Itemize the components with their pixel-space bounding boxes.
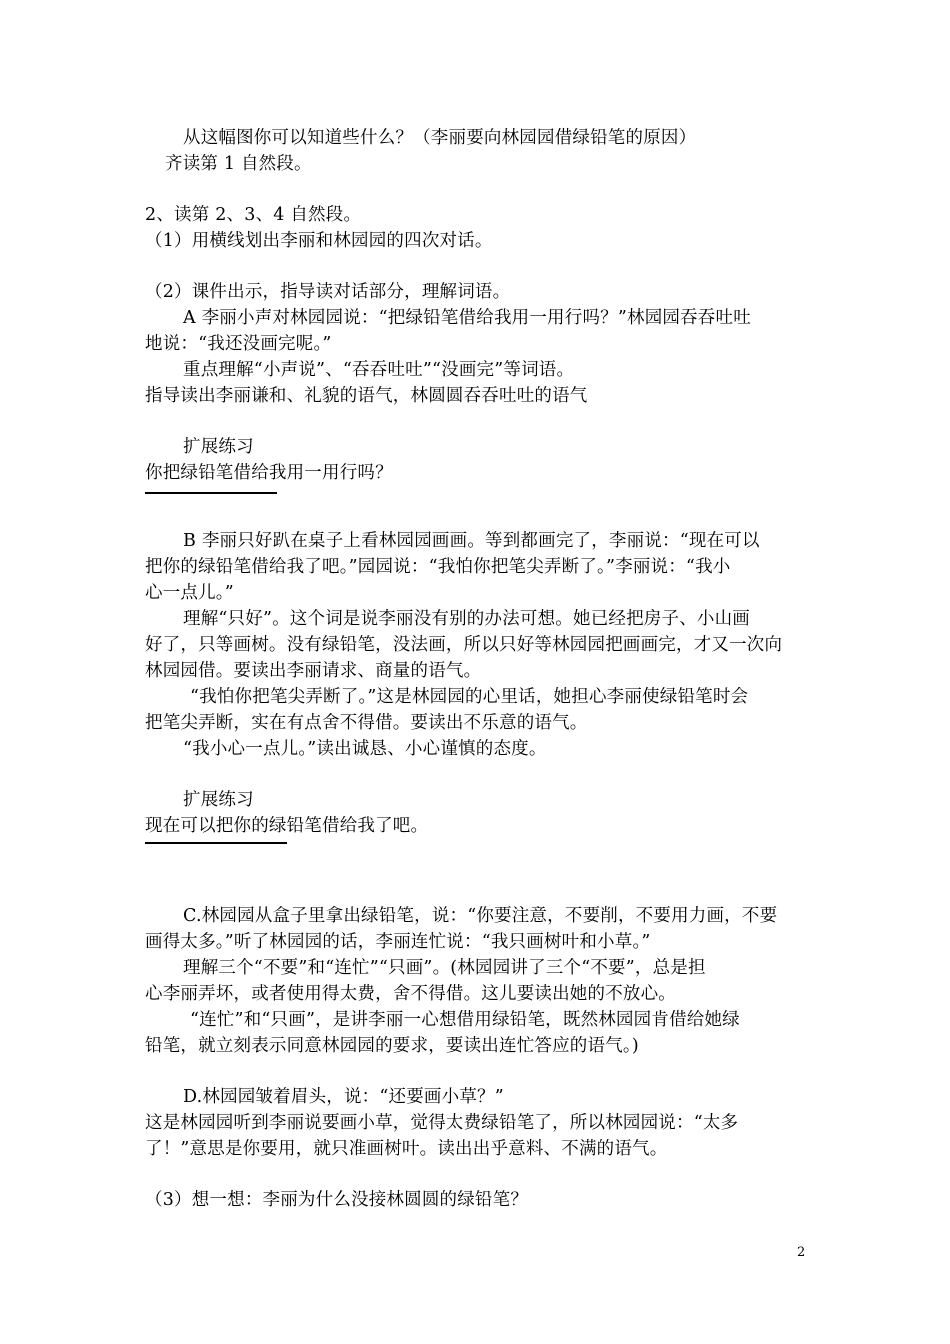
paragraph-line: （1）用横线划出李丽和林园园的四次对话。 — [145, 231, 493, 251]
paragraph-line: 你把绿铅笔借给我用一用行吗？ — [145, 463, 393, 483]
paragraph-line: 指导读出李丽谦和、礼貌的语气，林圆圆吞吞吐吐的语气 — [145, 386, 588, 406]
paragraph-line: 齐读第 1 自然段。 — [165, 154, 312, 174]
paragraph-line: “我小心一点儿。”读出诚恳、小心谨慎的态度。 — [183, 739, 547, 759]
paragraph-line: 铅笔，就立刻表示同意林园园的要求，要读出连忙答应的语气。) — [145, 1036, 639, 1056]
page-number: 2 — [797, 1245, 806, 1260]
paragraph-line: （3）想一想：李丽为什么没接林圆圆的绿铅笔？ — [145, 1190, 529, 1210]
answer-blank-line — [145, 842, 287, 844]
paragraph-line: 把笔尖弄断，实在有点舍不得借。要读出不乐意的语气。 — [145, 713, 588, 733]
paragraph-line: B 李丽只好趴在桌子上看林园园画画。等到都画完了，李丽说：“现在可以 — [183, 531, 760, 551]
section-heading: 2、读第 2、3、4 自然段。 — [145, 205, 362, 225]
exercise-heading: 扩展练习 — [183, 437, 254, 457]
paragraph-line: 把你的绿铅笔借给我了吧。”园园说：“我怕你把笔尖弄断了。”李丽说：“我小 — [145, 557, 731, 577]
paragraph-line: “我怕你把笔尖弄断了。”这是林园园的心里话，她担心李丽使绿铅笔时会 — [190, 687, 749, 707]
paragraph-line: C.林园园从盒子里拿出绿铅笔，说：“你要注意，不要削，不要用力画，不要 — [183, 906, 778, 926]
paragraph-line: “连忙”和“只画”，是讲李丽一心想借用绿铅笔，既然林园园肯借给她绿 — [190, 1010, 740, 1030]
paragraph-line: 心李丽弄坏，或者使用得太费，舍不得借。这儿要读出她的不放心。 — [145, 984, 676, 1004]
paragraph-line: 了！”意思是你要用，就只准画树叶。读出出乎意料、不满的语气。 — [145, 1139, 668, 1159]
paragraph-line: 好了，只等画树。没有绿铅笔，没法画，所以只好等林园园把画画完，才又一次向 — [145, 635, 783, 655]
paragraph-line: 从这幅图你可以知道些什么？（李丽要向林园园借绿铅笔的原因） — [183, 128, 697, 148]
paragraph-line: 这是林园园听到李丽说要画小草，觉得太费绿铅笔了，所以林园园说：“太多 — [145, 1113, 739, 1133]
paragraph-line: 画得太多。”听了林园园的话，李丽连忙说：“我只画树叶和小草。” — [145, 932, 651, 952]
paragraph-line: 地说：“我还没画完呢。” — [145, 334, 332, 354]
paragraph-line: （2）课件出示，指导读对话部分，理解词语。 — [145, 282, 511, 302]
answer-blank-line — [145, 492, 277, 494]
paragraph-line: 重点理解“小声说”、“吞吞吐吐”“没画完”等词语。 — [183, 360, 575, 380]
paragraph-line: 理解“只好”。这个词是说李丽没有别的办法可想。她已经把房子、小山画 — [183, 609, 750, 629]
exercise-heading: 扩展练习 — [183, 790, 254, 810]
paragraph-line: D.林园园皱着眉头，说：“还要画小草？” — [183, 1087, 504, 1107]
paragraph-line: 理解三个“不要”和“连忙”“只画”。(林园园讲了三个“不要”，总是担 — [183, 958, 706, 978]
paragraph-line: 林园园借。要读出李丽请求、商量的语气。 — [145, 661, 482, 681]
paragraph-line: 现在可以把你的绿铅笔借给我了吧。 — [145, 816, 429, 836]
paragraph-line: 心一点儿。” — [145, 583, 234, 603]
paragraph-line: A 李丽小声对林园园说：“把绿铅笔借给我用一用行吗？”林园园吞吞吐吐 — [183, 308, 751, 328]
